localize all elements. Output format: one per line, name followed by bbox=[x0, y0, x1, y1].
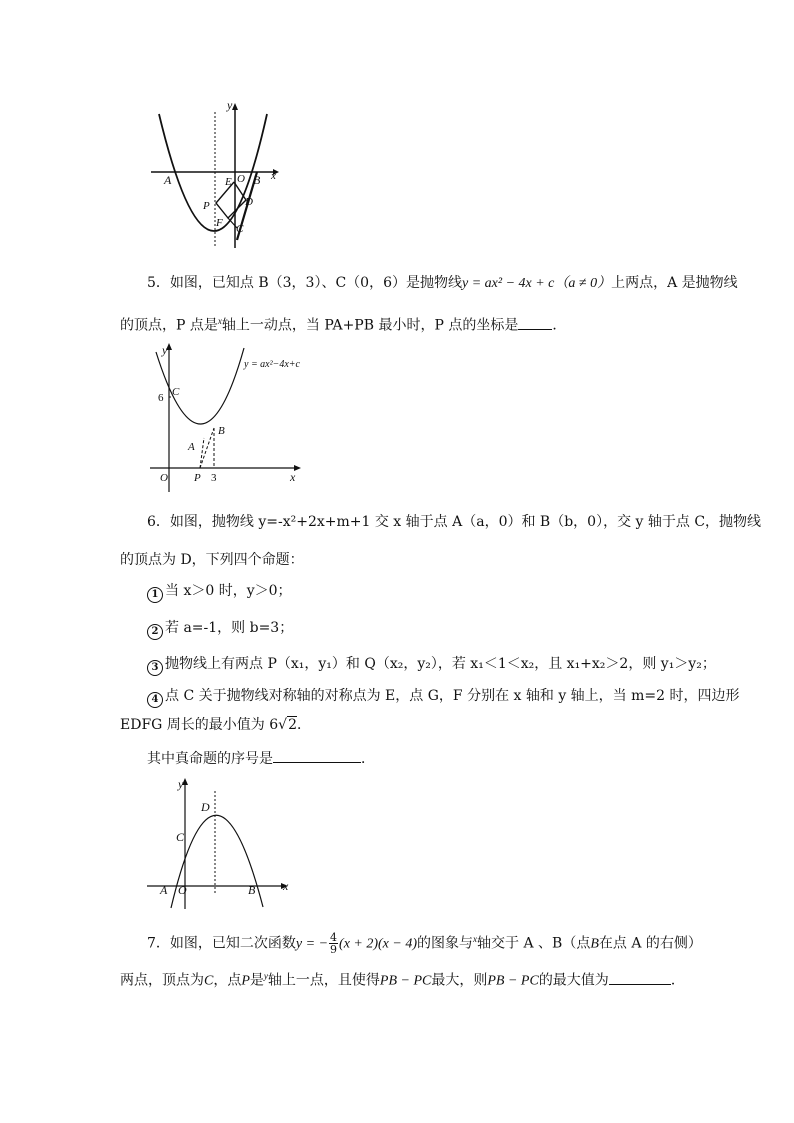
q5-text-c: 的顶点，P 点是 bbox=[120, 317, 218, 334]
q7-C-italic: C bbox=[204, 973, 214, 989]
q6-question bbox=[147, 748, 375, 769]
q7-answer-blank[interactable] bbox=[609, 970, 671, 985]
q5-text-d: 轴上一动点，当 PA+PB 最小时，P 点的坐标是 bbox=[221, 317, 519, 334]
q6-ask: 其中真命题的序号是 bbox=[147, 751, 273, 767]
circled-number-2: 2 bbox=[147, 624, 163, 640]
q5-x-small: x bbox=[217, 316, 222, 326]
q6-text-2: 的顶点为 D，下列四个命题： bbox=[120, 552, 304, 568]
label-3: 3 bbox=[211, 472, 217, 484]
q7-text-a: 7．如图，已知二次函数 bbox=[147, 935, 296, 952]
q7-frac-num: 4 bbox=[330, 931, 338, 945]
label-y: y bbox=[178, 777, 184, 791]
q5-line-1 bbox=[147, 273, 738, 294]
label-A: A bbox=[160, 883, 168, 897]
label-A: A bbox=[164, 173, 172, 187]
q7-y-small: y bbox=[263, 971, 268, 981]
q7-line-1 bbox=[147, 929, 702, 955]
circled-number-4: 4 bbox=[147, 692, 163, 708]
q6-claim-2-text: 若 a=-1，则 b=3； bbox=[165, 620, 294, 636]
segment-PB bbox=[200, 428, 214, 468]
q6-ask-end: ． bbox=[361, 751, 375, 767]
q5-text-b: 上两点，A 是抛物线 bbox=[611, 275, 738, 291]
q7-text-e: 两点，顶点为 bbox=[120, 972, 204, 989]
q6-claim-2 bbox=[147, 618, 293, 640]
q7-text-j: 的最大值为 bbox=[538, 972, 609, 989]
q6-claim-4-cont bbox=[120, 715, 311, 735]
q7-x-small: x bbox=[473, 934, 478, 944]
q7-end: ． bbox=[670, 972, 685, 989]
q5-condition: （a ≠ 0） bbox=[554, 276, 612, 291]
q7-line-2 bbox=[120, 966, 685, 992]
q5-formula: y = ax² − 4x + c bbox=[462, 276, 555, 291]
q7-text-b: 的图象与 bbox=[417, 935, 474, 952]
q6-answer-blank[interactable] bbox=[273, 748, 361, 763]
q7-func-lhs: y = − bbox=[295, 936, 329, 952]
q5-end: ． bbox=[552, 317, 567, 334]
q6-claim-4-end: ． bbox=[297, 717, 311, 733]
label-O: O bbox=[237, 173, 245, 185]
q6-claim-4-text-b: EDFG 周长的最小值为 6 bbox=[120, 717, 279, 733]
q7-text-i: 最大，则 bbox=[431, 972, 488, 989]
label-x: x bbox=[290, 470, 296, 484]
q6-claim-4 bbox=[147, 686, 740, 708]
q7-pb-pc-2: PB − PC bbox=[487, 973, 539, 989]
label-D: D bbox=[245, 196, 253, 208]
q7-text-f: ，点 bbox=[213, 972, 242, 989]
sqrt-radicand: 2 bbox=[288, 717, 297, 733]
circled-number-3: 3 bbox=[147, 660, 163, 676]
q7-func-rhs: (x + 2)(x − 4) bbox=[339, 936, 418, 952]
q5-answer-blank[interactable] bbox=[518, 315, 552, 330]
label-x: x bbox=[271, 170, 276, 182]
figure-q5-parabola bbox=[148, 340, 318, 490]
curve-label: y = ax²−4x+c bbox=[244, 359, 300, 370]
label-C: C bbox=[176, 830, 185, 844]
label-O: O bbox=[178, 883, 187, 897]
label-B: B bbox=[218, 425, 225, 437]
sqrt-sign: √ bbox=[278, 717, 288, 733]
q7-fraction bbox=[329, 932, 338, 955]
figure-parabola-rectangle bbox=[145, 98, 285, 258]
label-6: 6 bbox=[158, 392, 164, 404]
q7-frac-den: 9 bbox=[330, 943, 338, 957]
q5-text-a: 5．如图，已知点 B（3，3）、C（0，6）是抛物线 bbox=[147, 275, 462, 291]
label-B: B bbox=[248, 883, 256, 897]
q7-P-italic: P bbox=[241, 973, 250, 989]
q6-claim-3 bbox=[147, 654, 716, 676]
q6-claim-1-text: 当 x＞0 时，y＞0； bbox=[165, 583, 292, 599]
q6-text-1: 6．如图，抛物线 y=-x²+2x+m+1 交 x 轴于点 A（a，0）和 B（b，0），交 y 轴于点 C，抛物线 bbox=[147, 514, 762, 530]
q5-line-2 bbox=[120, 311, 566, 336]
label-D: D bbox=[201, 800, 210, 814]
segment-PA bbox=[200, 438, 204, 468]
circled-number-1: 1 bbox=[147, 587, 163, 603]
label-x: x bbox=[283, 879, 289, 893]
q7-B-italic: B bbox=[590, 936, 599, 952]
label-C: C bbox=[172, 386, 180, 398]
q6-line-2 bbox=[120, 550, 304, 570]
label-y: y bbox=[227, 98, 233, 112]
y-axis-arrow bbox=[232, 103, 238, 110]
label-C: C bbox=[236, 223, 244, 235]
q6-claim-3-text: 抛物线上有两点 P（x₁，y₁）和 Q（x₂，y₂），若 x₁＜1＜x₂，且 x₁+x₂＞2，则 y₁＞y₂； bbox=[165, 656, 716, 672]
label-P: P bbox=[194, 472, 201, 484]
label-O: O bbox=[160, 472, 168, 484]
label-F: F bbox=[216, 217, 223, 229]
label-A: A bbox=[188, 441, 195, 453]
q7-text-h: 轴上一点，且使得 bbox=[267, 972, 380, 989]
label-E: E bbox=[225, 176, 232, 188]
label-B: B bbox=[253, 173, 261, 187]
q6-claim-1 bbox=[147, 581, 292, 603]
q7-text-d: 在点 A 的右侧） bbox=[598, 935, 702, 952]
label-y: y bbox=[162, 343, 168, 357]
figure-q6-parabola bbox=[147, 773, 307, 913]
q7-text-g: 是 bbox=[249, 972, 264, 989]
q6-claim-4-text: 点 C 关于抛物线对称轴的对称点为 E，点 G，F 分别在 x 轴和 y 轴上，当 m=2 时，四边形 bbox=[165, 688, 740, 704]
q6-line-1 bbox=[147, 512, 761, 532]
label-P: P bbox=[203, 200, 210, 212]
q7-pb-pc: PB − PC bbox=[379, 973, 432, 989]
q7-text-c: 轴交于 A 、B（点 bbox=[477, 935, 591, 952]
